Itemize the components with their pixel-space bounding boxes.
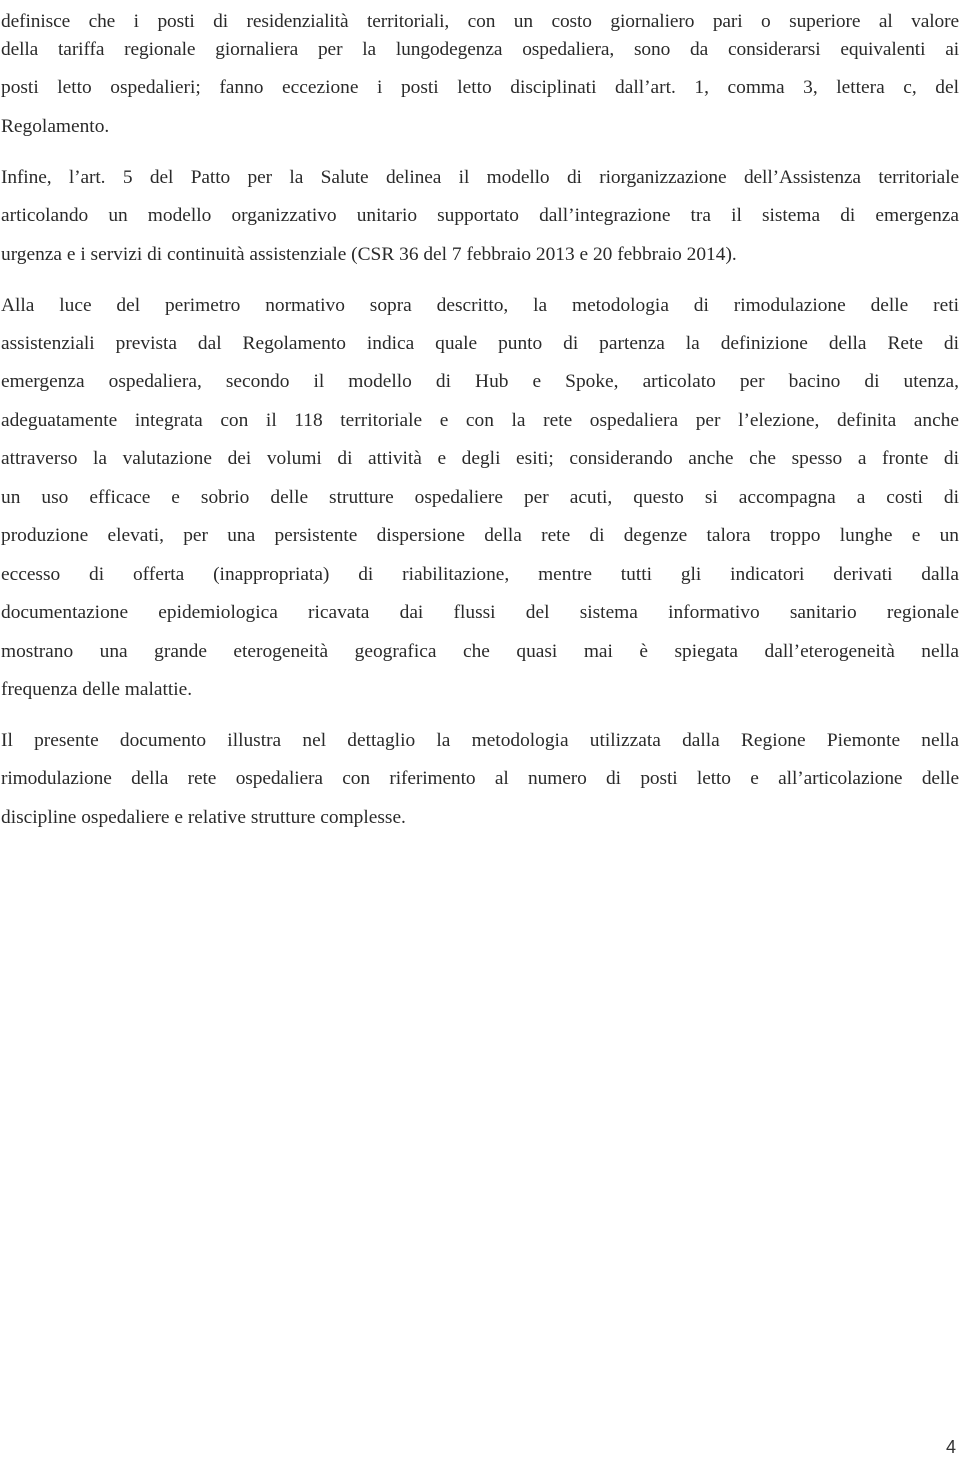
- body-text-line: emergenza ospedaliera, secondo il modello di Hub e Spoke, articolato per bacino di utenza,: [1, 371, 959, 392]
- body-text-line: urgenza e i servizi di continuità assistenziale (CSR 36 del 7 febbraio 2013 e 20 febbraio 2014).: [1, 244, 737, 265]
- body-text-line: Infine, l’art. 5 del Patto per la Salute delinea il modello di riorganizzazione dell’Assistenza territoriale: [1, 167, 959, 188]
- body-text-line: definisce che i posti di residenzialità territoriali, con un costo giornaliero pari o superiore al valore: [1, 11, 959, 32]
- body-text-line: un uso efficace e sobrio delle strutture ospedaliere per acuti, questo si accompagna a costi di: [1, 487, 959, 508]
- body-text-line: posti letto ospedalieri; fanno eccezione i posti letto disciplinati dall’art. 1, comma 3, lettera c, del: [1, 77, 959, 98]
- body-text-line: assistenziali prevista dal Regolamento indica quale punto di partenza la definizione della Rete di: [1, 333, 959, 354]
- body-text-line: Regolamento.: [1, 116, 110, 137]
- body-text-line: mostrano una grande eterogeneità geografica che quasi mai è spiegata dall’eterogeneità nella: [1, 641, 959, 662]
- body-text-line: adeguatamente integrata con il 118 territoriale e con la rete ospedaliera per l’elezione, definita anche: [1, 410, 959, 431]
- body-text-line: rimodulazione della rete ospedaliera con riferimento al numero di posti letto e all’articolazione delle: [1, 768, 959, 789]
- page-number: 4: [945, 1437, 956, 1457]
- body-text-line: eccesso di offerta (inappropriata) di riabilitazione, mentre tutti gli indicatori derivati dalla: [1, 564, 959, 585]
- body-text-line: frequenza delle malattie.: [1, 679, 193, 700]
- body-text-line: Alla luce del perimetro normativo sopra descritto, la metodologia di rimodulazione delle reti: [1, 295, 959, 316]
- body-text-line: discipline ospedaliere e relative strutture complesse.: [1, 807, 406, 828]
- body-text-line: Il presente documento illustra nel dettaglio la metodologia utilizzata dalla Regione Piemonte nella: [1, 730, 959, 751]
- body-text-line: della tariffa regionale giornaliera per la lungodegenza ospedaliera, sono da considerarsi equivalenti ai: [1, 39, 959, 60]
- body-text-line: documentazione epidemiologica ricavata dai flussi del sistema informativo sanitario regionale: [1, 602, 959, 623]
- body-text-line: attraverso la valutazione dei volumi di attività e degli esiti; considerando anche che spesso a fronte di: [1, 448, 959, 469]
- body-text-line: articolando un modello organizzativo unitario supportato dall’integrazione tra il sistema di emergenza: [1, 205, 959, 226]
- body-text-line: produzione elevati, per una persistente dispersione della rete di degenze talora troppo lunghe e un: [1, 525, 959, 546]
